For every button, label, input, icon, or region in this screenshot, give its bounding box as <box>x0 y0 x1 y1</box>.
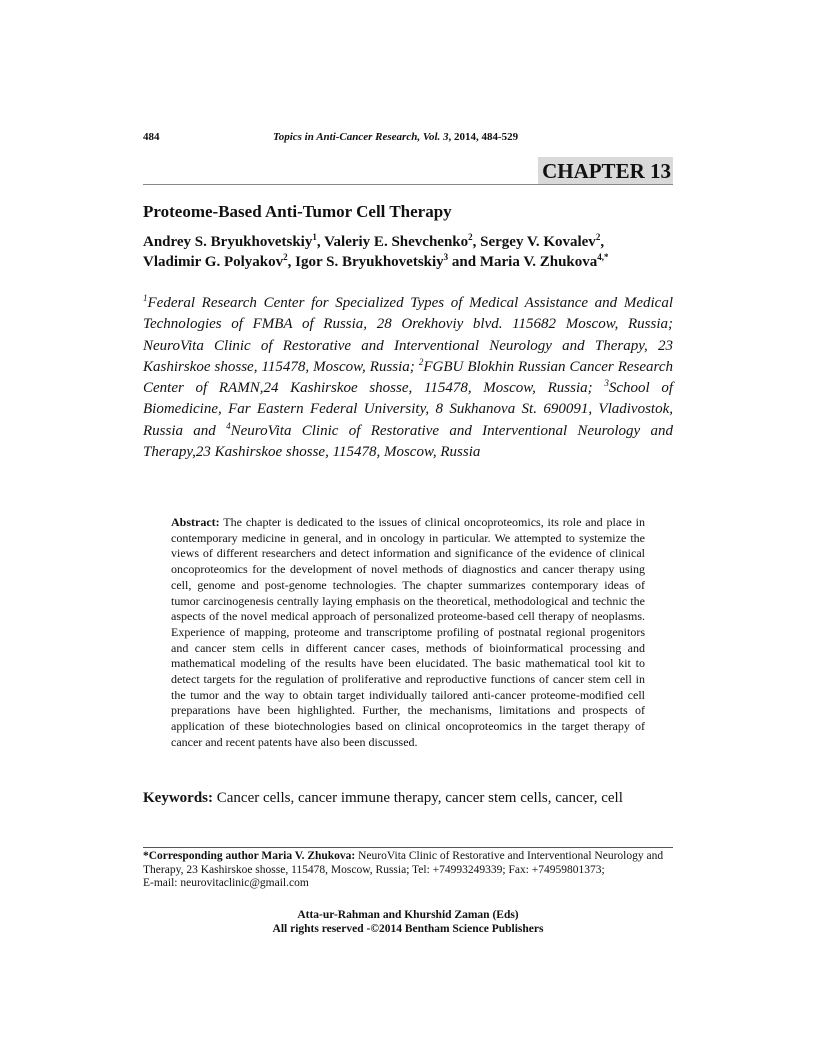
author-name: Sergey V. Kovalev <box>480 234 596 250</box>
abstract-text: The chapter is dedicated to the issues of clinical oncoproteomics, its role and place in contemporary medicine in general, and in oncology in particular. We attempted to systemize the views of different researchers and detect information and significance of the evidence of clinical oncoproteomics for the development of novel methods of diagnostics and cancer therapy using cell, genome and post-genome technologies. The chapter summarizes contemporary ideas of tumor carcinogenesis centrally laying emphasis on the theoretical, methodological and technic the aspects of the novel medical approach of personalized proteome-based cell therapy of neoplasms. Experience of mapping, proteome and transcriptome profiling of postnatal regional progenitors and cancer stem cells in different cancer cases, methods of bioinformatical processing and mathematical modeling of the results have been elucidated. The basic mathematical tool kit to detect targets for the regulation of proliferative and reproductive functions of cancer stem cell in the tumor and the way to obtain target individually tailored anti-cancer proteome-modified cell preparations have been highlighted. Further, the mechanisms, limitations and prospects of application of these biotechnologies based on clinical oncoproteomics in the target therapy of cancer and recent patents have also been discussed. <box>171 515 645 749</box>
keywords-text: Cancer cells, cancer immune therapy, cancer stem cells, cancer, cell <box>213 790 623 806</box>
author-separator: , <box>600 234 605 250</box>
author-separator: , <box>472 234 481 250</box>
author-name: Igor S. Bryukhovetskiy <box>295 253 444 270</box>
footnote-divider <box>143 847 673 848</box>
affiliation-text: School of Biomedicine, Far Eastern Federal University, 8 Sukhanova St. 690091, Vladivostok, Russia and <box>143 380 673 439</box>
affiliation-mark: 4 <box>226 420 231 431</box>
journal-year-pages: , 2014, 484-529 <box>448 131 519 143</box>
journal-name: Topics in Anti-Cancer Research, Vol. 3 <box>273 131 449 143</box>
header-divider <box>143 184 673 185</box>
author-affiliation-mark: 2 <box>468 232 473 242</box>
chapter-title: Proteome-Based Anti-Tumor Cell Therapy <box>143 202 452 221</box>
chapter-label: CHAPTER 13 <box>538 157 673 184</box>
rights: All rights reserved -©2014 Bentham Science Publishers <box>272 923 544 935</box>
affiliation-mark: 3 <box>604 378 609 389</box>
corresponding-email: E-mail: neurovitaclinic@gmail.com <box>143 877 309 890</box>
corresponding-label: *Corresponding author Maria V. Zhukova: <box>143 850 356 862</box>
affiliation-text: NeuroVita Clinic of Restorative and Interventional Neurology and Therapy,23 Kashirskoe shosse, 115478, Moscow, Russia <box>143 422 673 461</box>
keywords <box>143 790 673 807</box>
affiliation-mark: 1 <box>143 293 148 303</box>
journal-citation <box>273 131 518 143</box>
author-name: Maria V. Zhukova <box>479 253 598 270</box>
publisher-footer <box>143 908 673 936</box>
running-header <box>143 131 673 143</box>
author-separator: , <box>316 234 325 250</box>
author-name: Andrey S. Bryukhovetskiy <box>143 234 313 250</box>
author-affiliation-mark: 2 <box>595 232 601 242</box>
affiliation-mark: 2 <box>418 356 424 367</box>
author-affiliation-mark: 1 <box>312 232 317 242</box>
editors: Atta-ur-Rahman and Khurshid Zaman (Eds) <box>297 909 519 921</box>
abstract <box>171 515 645 751</box>
author-name: Vladimir G. Polyakov <box>143 253 284 270</box>
corresponding-text: NeuroVita Clinic of Restorative and Interventional Neurology and Therapy, 23 Kashirskoe shosse, 115478, Moscow, Russia; Tel: +74993249339; Fax: +74959801373; <box>143 850 664 876</box>
affiliation-text: FGBU Blokhin Russian Cancer Research Center of RAMN,24 Kashirskoe shosse, 115478, Moscow, Russia; <box>143 358 673 397</box>
corresponding-author-note <box>143 850 675 891</box>
author-separator: and <box>448 253 480 270</box>
author-name: Valeriy E. Shevchenko <box>324 234 469 250</box>
author-affiliation-mark: 3 <box>443 251 449 262</box>
page-number: 484 <box>143 131 160 143</box>
author-affiliation-mark: 4,* <box>597 251 609 262</box>
abstract-label: Abstract: <box>171 515 220 529</box>
keywords-label: Keywords: <box>143 790 213 806</box>
author-affiliation-mark: 2 <box>283 251 288 262</box>
author-list <box>143 233 673 272</box>
author-separator: , <box>287 253 296 270</box>
affiliation-text: Federal Research Center for Specialized Types of Medical Assistance and Medical Technologies of FMBA of Russia, 28 Orekhoviy blvd. 115682 Moscow, Russia; NeuroVita Clinic of Restorative and Interventional Neurology and Therapy, 23 Kashirskoe shosse, 115478, Moscow, Russia; <box>143 295 673 375</box>
affiliations <box>143 293 673 463</box>
